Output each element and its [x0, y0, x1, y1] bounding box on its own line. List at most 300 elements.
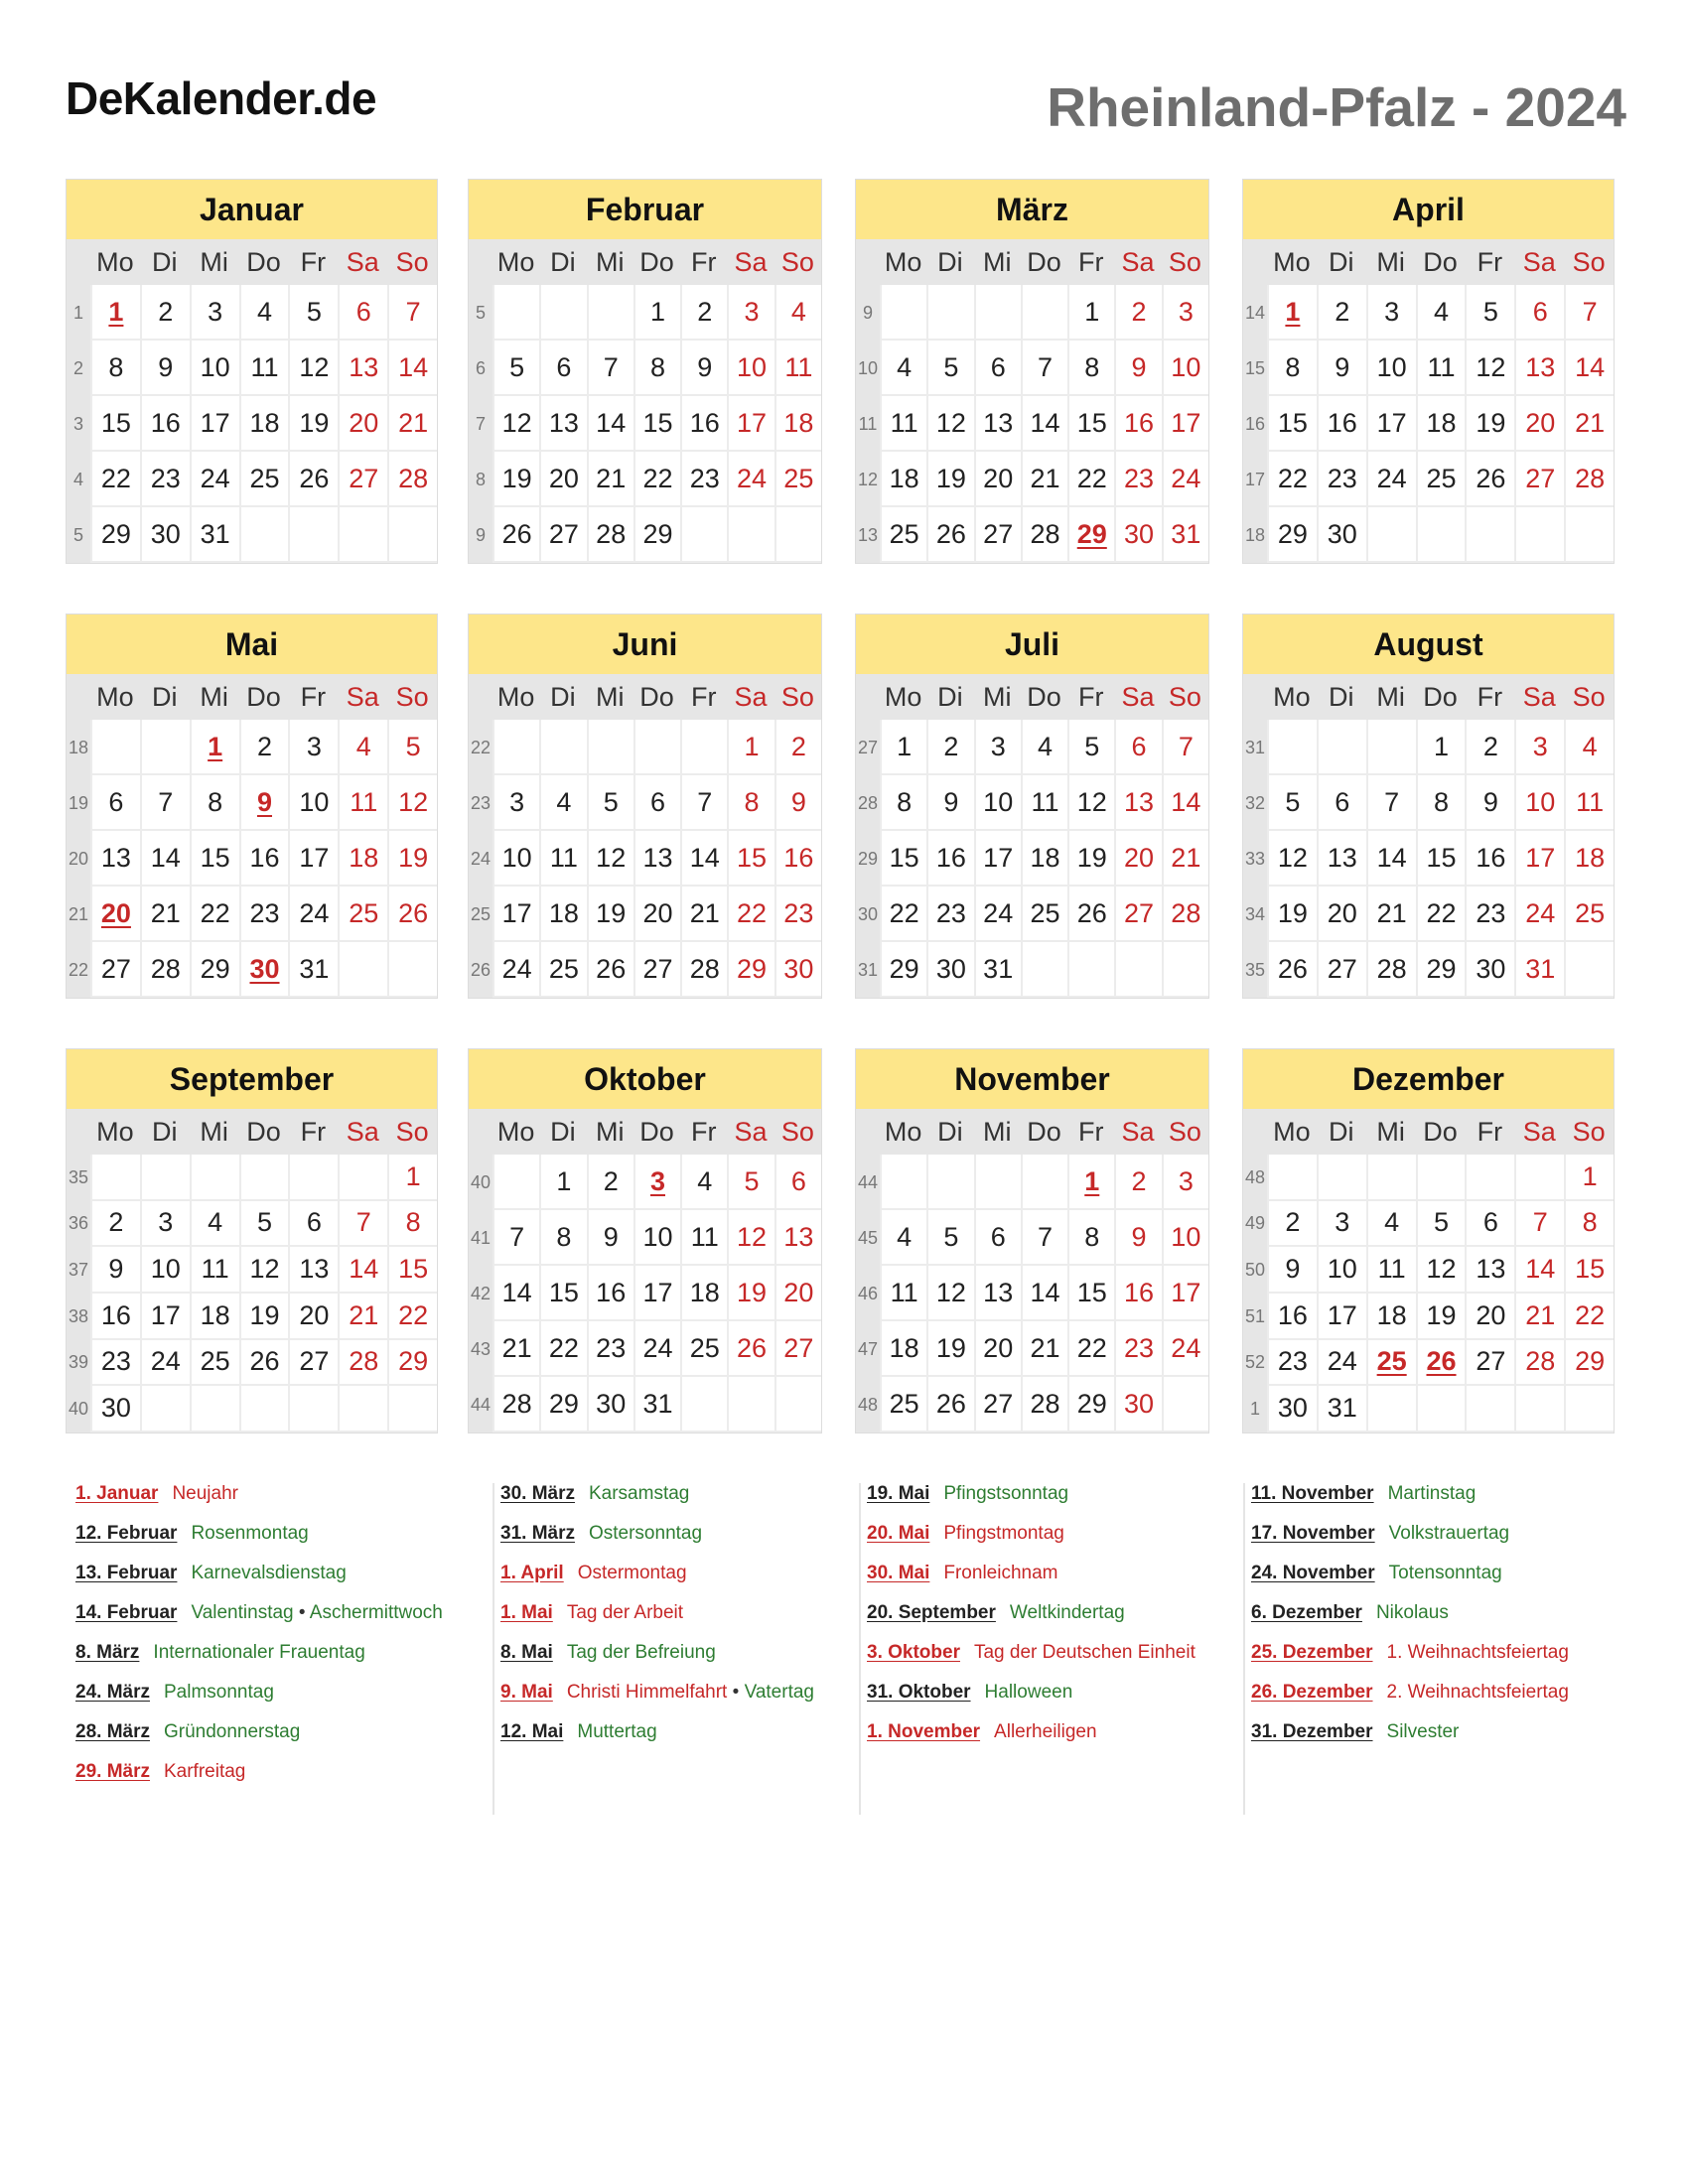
- empty-day-cell: [1021, 285, 1067, 341]
- day-cell: 3: [140, 1201, 190, 1248]
- holiday-item: [867, 1523, 1064, 1545]
- holiday-name: Muttertag: [577, 1721, 657, 1742]
- day-cell: 22: [1267, 452, 1317, 507]
- week-number-header: [1243, 674, 1267, 720]
- day-cell: 31: [1317, 1386, 1366, 1433]
- day-cell: 2: [1465, 720, 1514, 775]
- day-cell: 6: [288, 1201, 338, 1248]
- weekday-header-row: [856, 1109, 1208, 1155]
- week-number: 10: [856, 341, 880, 396]
- day-cell: 3: [288, 720, 338, 775]
- weekday-label: Do: [639, 1116, 674, 1147]
- day-cell: 15: [1564, 1247, 1614, 1294]
- week-number: 36: [67, 1201, 90, 1248]
- day-cell: 26: [926, 507, 973, 563]
- day-cell: 19: [1465, 396, 1514, 452]
- week-number-header: [67, 239, 90, 285]
- day-cell: 6: [539, 341, 586, 396]
- empty-day-cell: [1021, 942, 1067, 998]
- week-row: [469, 396, 821, 452]
- day-cell: 16: [90, 1294, 140, 1340]
- day-cell: 5: [1465, 285, 1514, 341]
- week-row: [469, 452, 821, 507]
- empty-day-cell: [926, 1155, 973, 1210]
- week-row: [1243, 341, 1614, 396]
- holiday-name: Pfingstmontag: [943, 1523, 1064, 1544]
- day-cell: 21: [680, 887, 727, 942]
- day-cell: 26: [1067, 887, 1114, 942]
- day-cell: 16: [1465, 831, 1514, 887]
- day-cell: 29: [387, 1340, 437, 1387]
- week-row: [1243, 285, 1614, 341]
- day-cell: 17: [492, 887, 539, 942]
- week-row: [67, 285, 437, 341]
- week-row: [469, 775, 821, 831]
- day-cell: 5: [492, 341, 539, 396]
- week-row: [1243, 1201, 1614, 1248]
- day-cell: 10: [633, 1210, 680, 1266]
- day-cell: 26: [1416, 1340, 1466, 1387]
- day-cell: 9: [1317, 341, 1366, 396]
- weekday-label: Sa: [346, 681, 379, 712]
- day-cell: 14: [1564, 341, 1614, 396]
- week-number: 39: [67, 1340, 90, 1387]
- holiday-item: [1251, 1642, 1569, 1664]
- day-cell: 22: [1416, 887, 1466, 942]
- holiday-item: [75, 1682, 274, 1704]
- day-cell: 24: [190, 452, 239, 507]
- day-cell: 21: [140, 887, 190, 942]
- holiday-item: [867, 1483, 1068, 1505]
- empty-day-cell: [680, 720, 727, 775]
- empty-day-cell: [1416, 507, 1466, 563]
- day-cell: 23: [1317, 452, 1366, 507]
- weekday-label: Mo: [1273, 681, 1311, 712]
- day-cell: 16: [1267, 1294, 1317, 1340]
- day-cell: 22: [880, 887, 926, 942]
- weekday-label: Do: [1423, 246, 1458, 277]
- weekday-label: Sa: [346, 1116, 379, 1147]
- month-title: Mai: [67, 614, 437, 674]
- day-cell: 2: [926, 720, 973, 775]
- day-cell: 20: [1317, 887, 1366, 942]
- day-cell: 7: [338, 1201, 387, 1248]
- day-cell: 8: [1564, 1201, 1614, 1248]
- holiday-date: 8. Mai: [500, 1642, 553, 1663]
- day-cell: 29: [1067, 507, 1114, 563]
- week-number: 4: [67, 452, 90, 507]
- day-cell: 5: [239, 1201, 289, 1248]
- day-cell: 15: [387, 1247, 437, 1294]
- weekday-header-row: [856, 239, 1208, 285]
- day-cell: 26: [727, 1321, 774, 1377]
- weekday-label: Di: [152, 246, 178, 277]
- day-cell: 30: [1114, 507, 1161, 563]
- day-cell: 20: [288, 1294, 338, 1340]
- holiday-name: Valentinstag: [191, 1602, 294, 1623]
- holiday-name: Weltkindertag: [1009, 1602, 1125, 1623]
- day-cell: 25: [338, 887, 387, 942]
- day-cell: 25: [1416, 452, 1466, 507]
- week-number: 44: [856, 1155, 880, 1210]
- day-cell: 3: [633, 1155, 680, 1210]
- day-cell: 18: [1366, 1294, 1416, 1340]
- holiday-item: [500, 1642, 716, 1664]
- week-number: 20: [67, 831, 90, 887]
- week-number: 19: [67, 775, 90, 831]
- weekday-label: Mi: [595, 246, 625, 277]
- week-row: [469, 1155, 821, 1210]
- weekday-header-row: [469, 674, 821, 720]
- weekday-label: Do: [246, 246, 281, 277]
- day-cell: 22: [1067, 452, 1114, 507]
- weekday-label: Mi: [1376, 246, 1405, 277]
- empty-day-cell: [492, 1155, 539, 1210]
- weekday-label: So: [780, 246, 814, 277]
- day-cell: 21: [492, 1321, 539, 1377]
- week-number: 34: [1243, 887, 1267, 942]
- week-row: [469, 1210, 821, 1266]
- day-cell: 28: [1021, 1377, 1067, 1433]
- holiday-item: [75, 1523, 309, 1545]
- day-cell: 16: [140, 396, 190, 452]
- day-cell: 7: [387, 285, 437, 341]
- holiday-date: 13. Februar: [75, 1563, 178, 1583]
- day-cell: 24: [1514, 887, 1564, 942]
- week-row: [856, 775, 1208, 831]
- empty-day-cell: [288, 1386, 338, 1433]
- month-title: November: [856, 1049, 1208, 1109]
- day-cell: 10: [1366, 341, 1416, 396]
- day-cell: 7: [1564, 285, 1614, 341]
- holiday-item: [1251, 1602, 1449, 1624]
- day-cell: 12: [288, 341, 338, 396]
- day-cell: 7: [1162, 720, 1208, 775]
- holiday-date: 31. Oktober: [867, 1682, 971, 1703]
- week-row: [469, 285, 821, 341]
- holiday-date: 3. Oktober: [867, 1642, 960, 1663]
- day-cell: 12: [587, 831, 633, 887]
- weekday-label: Fr: [1078, 1116, 1104, 1147]
- week-number: 45: [856, 1210, 880, 1266]
- day-cell: 5: [926, 1210, 973, 1266]
- day-cell: 15: [1267, 396, 1317, 452]
- holiday-date: 1. November: [867, 1721, 981, 1742]
- empty-day-cell: [727, 507, 774, 563]
- holiday-item: [1251, 1563, 1502, 1584]
- day-cell: 6: [1465, 1201, 1514, 1248]
- day-cell: 8: [1267, 341, 1317, 396]
- weekday-label: So: [395, 681, 429, 712]
- day-cell: 11: [774, 341, 821, 396]
- day-cell: 27: [338, 452, 387, 507]
- day-cell: 5: [1416, 1201, 1466, 1248]
- holiday-date: 30. März: [500, 1483, 575, 1504]
- empty-day-cell: [1465, 1386, 1514, 1433]
- weekday-label: Sa: [346, 246, 379, 277]
- holiday-item: [867, 1642, 1196, 1664]
- day-cell: 13: [633, 831, 680, 887]
- weekday-label: Sa: [1522, 1116, 1556, 1147]
- brand-logo-text: DeKalender.de: [66, 72, 377, 124]
- week-row: [469, 1321, 821, 1377]
- day-cell: 25: [239, 452, 289, 507]
- day-cell: 12: [727, 1210, 774, 1266]
- empty-day-cell: [1366, 1386, 1416, 1433]
- day-cell: 23: [680, 452, 727, 507]
- day-cell: 27: [1317, 942, 1366, 998]
- weekday-label: Fr: [1477, 246, 1503, 277]
- day-cell: 12: [1267, 831, 1317, 887]
- week-row: [1243, 942, 1614, 998]
- day-cell: 30: [587, 1377, 633, 1433]
- day-cell: 19: [587, 887, 633, 942]
- day-cell: 28: [1162, 887, 1208, 942]
- week-row: [856, 831, 1208, 887]
- holiday-date: 11. November: [1251, 1483, 1374, 1504]
- holiday-date: 29. März: [75, 1761, 150, 1782]
- holiday-item: [75, 1642, 365, 1664]
- week-number: 44: [469, 1377, 492, 1433]
- week-number-header: [856, 674, 880, 720]
- day-cell: 23: [1267, 1340, 1317, 1387]
- day-cell: 3: [1162, 1155, 1208, 1210]
- empty-day-cell: [1267, 1155, 1317, 1201]
- day-cell: 25: [1564, 887, 1614, 942]
- empty-day-cell: [633, 720, 680, 775]
- month-1: [66, 179, 438, 564]
- weekday-label: Fr: [691, 681, 717, 712]
- holiday-item: [500, 1523, 702, 1545]
- day-cell: 3: [1514, 720, 1564, 775]
- day-cell: 27: [1514, 452, 1564, 507]
- weekday-label: Fr: [1477, 681, 1503, 712]
- weekday-label: Do: [246, 681, 281, 712]
- weekday-header-row: [67, 1109, 437, 1155]
- week-number: 32: [1243, 775, 1267, 831]
- day-cell: 10: [140, 1247, 190, 1294]
- day-cell: 4: [1021, 720, 1067, 775]
- empty-day-cell: [387, 942, 437, 998]
- holiday-name-secondary: Vatertag: [744, 1682, 814, 1703]
- empty-day-cell: [90, 720, 140, 775]
- day-cell: 24: [1162, 1321, 1208, 1377]
- weekday-label: Mo: [496, 681, 535, 712]
- day-cell: 21: [1162, 831, 1208, 887]
- weekday-label: So: [395, 246, 429, 277]
- day-cell: 31: [1514, 942, 1564, 998]
- day-cell: 10: [190, 341, 239, 396]
- weekday-label: Mi: [595, 1116, 625, 1147]
- day-cell: 1: [539, 1155, 586, 1210]
- week-number-header: [1243, 1109, 1267, 1155]
- day-cell: 2: [239, 720, 289, 775]
- day-cell: 21: [1021, 1321, 1067, 1377]
- day-cell: 18: [239, 396, 289, 452]
- week-number: 9: [856, 285, 880, 341]
- day-cell: 30: [1465, 942, 1514, 998]
- holiday-date: 6. Dezember: [1251, 1602, 1362, 1623]
- holiday-date: 12. Mai: [500, 1721, 564, 1742]
- weekday-label: Sa: [1121, 681, 1155, 712]
- week-row: [469, 507, 821, 563]
- day-cell: 24: [140, 1340, 190, 1387]
- weekday-label: Sa: [1121, 246, 1155, 277]
- day-cell: 22: [539, 1321, 586, 1377]
- day-cell: 30: [926, 942, 973, 998]
- month-title: Oktober: [469, 1049, 821, 1109]
- weekday-label: Fr: [1477, 1116, 1503, 1147]
- day-cell: 28: [1021, 507, 1067, 563]
- holiday-item: [1251, 1682, 1569, 1704]
- holiday-name: Pfingstsonntag: [943, 1483, 1069, 1504]
- week-number-header: [1243, 239, 1267, 285]
- day-cell: 24: [1317, 1340, 1366, 1387]
- week-row: [67, 1340, 437, 1387]
- week-number: 48: [856, 1377, 880, 1433]
- week-row: [469, 1377, 821, 1433]
- day-cell: 3: [1317, 1201, 1366, 1248]
- week-number: 15: [1243, 341, 1267, 396]
- weekday-label: So: [780, 681, 814, 712]
- week-number-header: [856, 1109, 880, 1155]
- month-title: März: [856, 180, 1208, 239]
- day-cell: 5: [288, 285, 338, 341]
- day-cell: 26: [587, 942, 633, 998]
- column-divider: [492, 1483, 494, 1815]
- month-title: Februar: [469, 180, 821, 239]
- holiday-item: [75, 1761, 245, 1783]
- day-cell: 28: [1366, 942, 1416, 998]
- holiday-name: Neujahr: [172, 1483, 238, 1504]
- week-row: [67, 887, 437, 942]
- day-cell: 12: [239, 1247, 289, 1294]
- day-cell: 3: [1162, 285, 1208, 341]
- day-cell: 19: [1267, 887, 1317, 942]
- day-cell: 29: [727, 942, 774, 998]
- day-cell: 24: [974, 887, 1021, 942]
- day-cell: 13: [288, 1247, 338, 1294]
- day-cell: 23: [587, 1321, 633, 1377]
- holiday-name: Nikolaus: [1375, 1602, 1449, 1623]
- weekday-label: Do: [246, 1116, 281, 1147]
- week-number-header: [67, 1109, 90, 1155]
- weekday-header-row: [1243, 1109, 1614, 1155]
- month-title: Juli: [856, 614, 1208, 674]
- weekday-label: Mi: [1376, 1116, 1405, 1147]
- day-cell: 23: [90, 1340, 140, 1387]
- week-number: 35: [1243, 942, 1267, 998]
- day-cell: 11: [880, 1266, 926, 1321]
- day-cell: 10: [492, 831, 539, 887]
- day-cell: 28: [680, 942, 727, 998]
- weekday-label: Mo: [96, 246, 134, 277]
- day-cell: 23: [926, 887, 973, 942]
- holiday-name: Internationaler Frauentag: [153, 1642, 365, 1663]
- day-cell: 9: [926, 775, 973, 831]
- day-cell: 25: [1021, 887, 1067, 942]
- day-cell: 20: [1465, 1294, 1514, 1340]
- day-cell: 30: [1267, 1386, 1317, 1433]
- day-cell: 14: [140, 831, 190, 887]
- holiday-date: 1. Mai: [500, 1602, 553, 1623]
- weekday-label: Di: [550, 246, 576, 277]
- day-cell: 4: [239, 285, 289, 341]
- empty-day-cell: [387, 1386, 437, 1433]
- day-cell: 16: [926, 831, 973, 887]
- day-cell: 31: [190, 507, 239, 563]
- day-cell: 2: [774, 720, 821, 775]
- day-cell: 3: [492, 775, 539, 831]
- day-cell: 14: [387, 341, 437, 396]
- day-cell: 29: [90, 507, 140, 563]
- holiday-name: Fronleichnam: [943, 1563, 1058, 1583]
- holiday-date: 26. Dezember: [1251, 1682, 1373, 1703]
- day-cell: 7: [1021, 1210, 1067, 1266]
- day-cell: 10: [1162, 1210, 1208, 1266]
- month-4: [1242, 179, 1615, 564]
- holiday-date: 24. März: [75, 1682, 150, 1703]
- day-cell: 28: [1564, 452, 1614, 507]
- day-cell: 26: [1267, 942, 1317, 998]
- day-cell: 9: [774, 775, 821, 831]
- day-cell: 4: [190, 1201, 239, 1248]
- day-cell: 18: [539, 887, 586, 942]
- day-cell: 31: [974, 942, 1021, 998]
- holiday-date: 12. Februar: [75, 1523, 178, 1544]
- weekday-label: Di: [550, 1116, 576, 1147]
- day-cell: 20: [1114, 831, 1161, 887]
- day-cell: 23: [140, 452, 190, 507]
- weekday-label: Sa: [1121, 1116, 1155, 1147]
- day-cell: 23: [1114, 1321, 1161, 1377]
- holiday-name: Totensonntag: [1388, 1563, 1502, 1583]
- week-number: 33: [1243, 831, 1267, 887]
- weekday-label: Fr: [1078, 246, 1104, 277]
- month-9: [66, 1048, 438, 1433]
- day-cell: 13: [1514, 341, 1564, 396]
- holiday-item: [1251, 1483, 1476, 1505]
- day-cell: 17: [288, 831, 338, 887]
- day-cell: 30: [774, 942, 821, 998]
- weekday-label: Do: [1423, 681, 1458, 712]
- day-cell: 2: [587, 1155, 633, 1210]
- week-row: [67, 942, 437, 998]
- week-row: [1243, 1247, 1614, 1294]
- day-cell: 1: [880, 720, 926, 775]
- holiday-date: 30. Mai: [867, 1563, 930, 1583]
- weekday-label: So: [1572, 246, 1606, 277]
- weekday-label: Do: [1423, 1116, 1458, 1147]
- week-number: 11: [856, 396, 880, 452]
- weekday-label: Mo: [496, 1116, 535, 1147]
- week-row: [856, 887, 1208, 942]
- weekday-label: Di: [937, 681, 963, 712]
- weekday-label: Sa: [1522, 681, 1556, 712]
- week-row: [469, 942, 821, 998]
- day-cell: 19: [288, 396, 338, 452]
- week-row: [1243, 507, 1614, 563]
- day-cell: 11: [190, 1247, 239, 1294]
- weekday-label: So: [1572, 681, 1606, 712]
- day-cell: 9: [1114, 341, 1161, 396]
- week-row: [856, 285, 1208, 341]
- day-cell: 27: [539, 507, 586, 563]
- day-cell: 5: [1067, 720, 1114, 775]
- day-cell: 20: [974, 1321, 1021, 1377]
- bullet-separator: •: [727, 1682, 745, 1703]
- weekday-label: Di: [152, 681, 178, 712]
